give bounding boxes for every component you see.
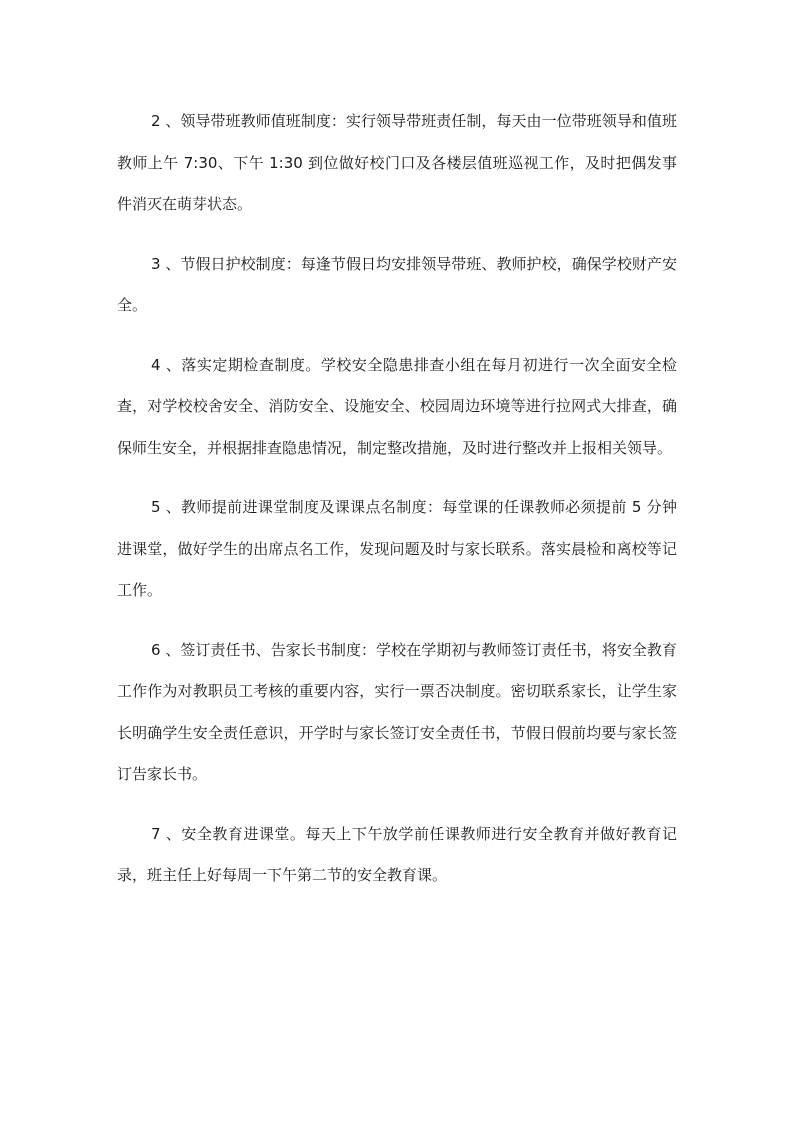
paragraph-text: 、教师提前进课堂制度及课课点名制度：每堂课的任课教师必须提前 5 分钟进课堂，做好学生的出席点名工作，发现问题及时与家长联系。落实晨检和离校等记工作。: [117, 498, 677, 599]
paragraph-number: 4: [151, 355, 161, 374]
paragraph-number: 7: [151, 824, 161, 843]
paragraph-text: 、安全教育进课堂。每天上下午放学前任课教师进行安全教育并做好教育记录，班主任上好每周一下午第二节的安全教育课。: [117, 824, 677, 884]
paragraph-text: 、领导带班教师值班制度：实行领导带班责任制，每天由一位带班领导和值班教师上午 7:30、下午 1:30 到位做好校门口及各楼层值班巡视工作，及时把偶发事件消灭在萌芽状态。: [117, 112, 677, 213]
paragraph-item-6: [117, 630, 677, 796]
paragraph-item-4: [117, 345, 677, 470]
paragraph-text: 、节假日护校制度：每逢节假日均安排领导带班、教师护校，确保学校财产安全。: [117, 254, 677, 314]
paragraph-text: 、落实定期检查制度。学校安全隐患排查小组在每月初进行一次全面安全检查，对学校校舍安全、消防安全、设施安全、校园周边环境等进行拉网式大排查，确保师生安全，并根据排查隐患情况，制定整改措施，及时进行整改并上报相关领导。: [117, 355, 677, 457]
paragraph-item-7: [117, 814, 677, 897]
paragraph-item-5: [117, 487, 677, 612]
document-body: [117, 101, 677, 915]
paragraph-number: 2: [151, 112, 161, 130]
paragraph-text: 、签订责任书、告家长书制度：学校在学期初与教师签订责任书，将安全教育工作作为对教职员工考核的重要内容，实行一票否决制度。密切联系家长，让学生家长明确学生安全责任意识，开学时与家长签订安全责任书，节假日假前均要与家长签订告家长书。: [117, 640, 677, 783]
paragraph-item-2: [117, 101, 677, 226]
paragraph-number: 5: [151, 498, 161, 516]
paragraph-item-3: [117, 244, 677, 327]
paragraph-number: 6: [151, 640, 161, 659]
paragraph-number: 3: [151, 254, 161, 273]
